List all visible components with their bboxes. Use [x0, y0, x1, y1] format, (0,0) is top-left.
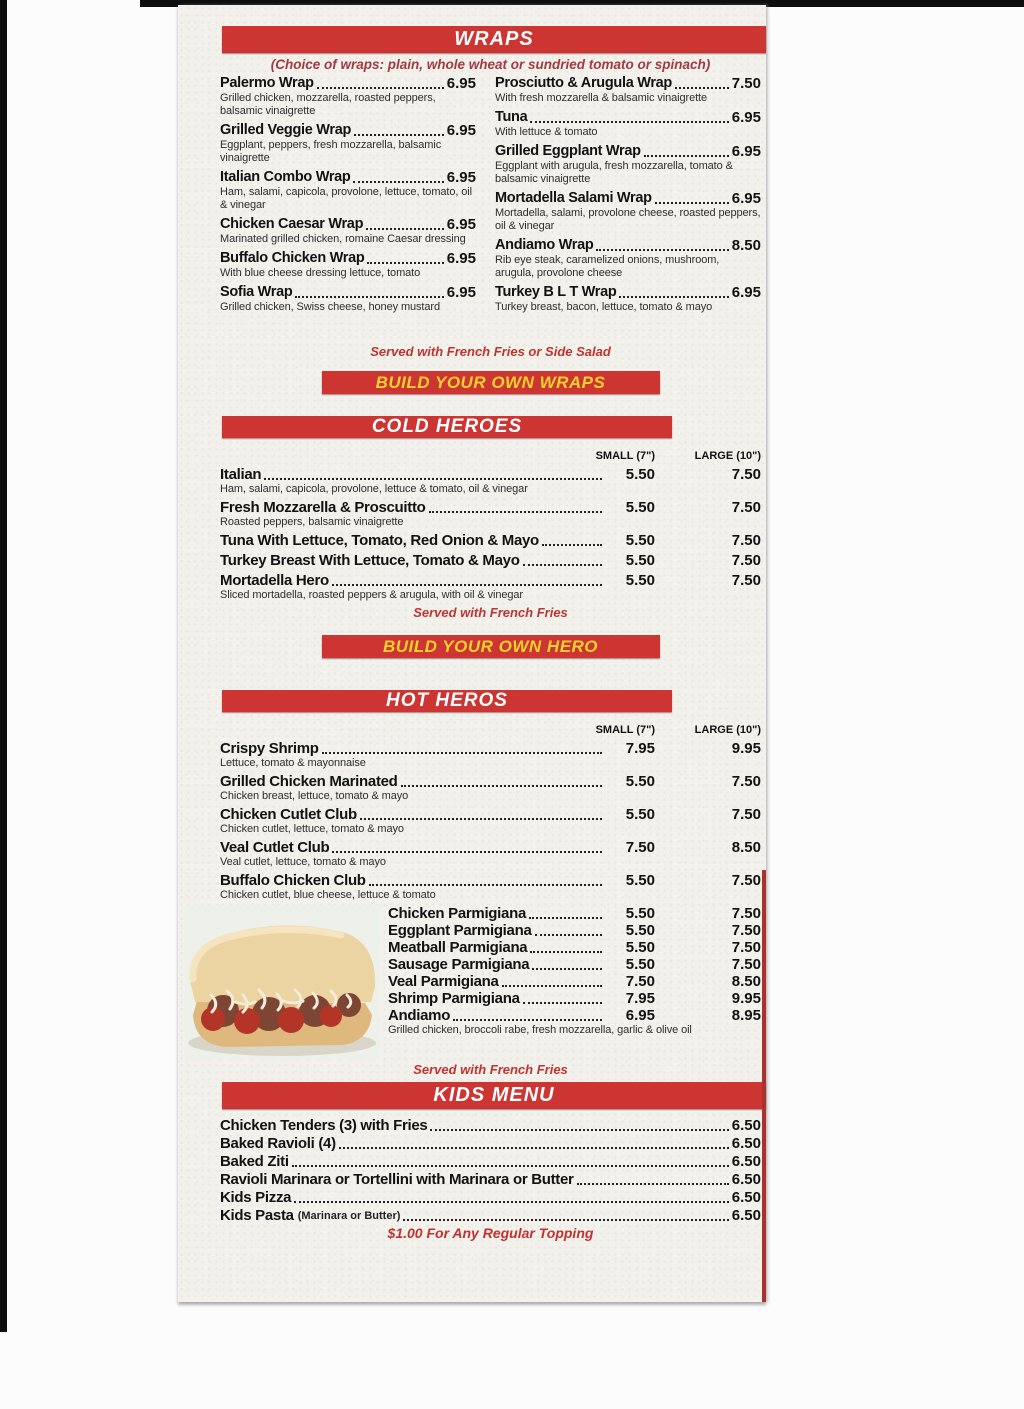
menu-item-row [388, 990, 761, 1007]
item-name: Shrimp Parmigiana [388, 989, 520, 1007]
item-description: Eggplant, peppers, fresh mozzarella, balsamic vinaigrette [220, 139, 442, 164]
item-price-small: 5.50 [625, 572, 655, 589]
dot-leader [292, 1165, 729, 1167]
item-price-small: 5.50 [625, 466, 655, 483]
dot-leader [367, 262, 443, 264]
item-name: Mortadella Hero [220, 572, 329, 589]
item-price-large: 7.50 [731, 466, 761, 483]
item-name: Grilled Eggplant Wrap [495, 143, 641, 159]
dot-leader [429, 511, 602, 513]
item-name: Andiamo Wrap [495, 237, 594, 253]
item-price-small: 5.50 [625, 773, 655, 790]
item-name: Palermo Wrap [220, 75, 314, 91]
section-title: COLD HEROES [371, 416, 523, 437]
item-description: Rib eye steak, caramelized onions, mushroom, arugula, provolone cheese [495, 254, 720, 279]
dot-leader [596, 249, 728, 251]
item-name: Sausage Parmigiana [388, 955, 530, 973]
item-name: Tuna With Lettuce, Tomato, Red Onion & Mayo [220, 532, 539, 549]
wraps-column-right [495, 75, 761, 318]
dot-leader [294, 1201, 729, 1203]
menu-page [178, 5, 766, 1302]
section-header-kids-menu [222, 1082, 766, 1109]
dot-leader [332, 584, 602, 586]
item-description: Grilled chicken, mozzarella, roasted peppers, balsamic vinaigrette [220, 92, 436, 117]
dot-leader [530, 121, 728, 123]
menu-item [388, 973, 761, 990]
menu-item [220, 122, 476, 165]
dot-leader [542, 544, 602, 546]
item-price-large: 7.50 [731, 499, 761, 516]
menu-item-row [220, 1170, 761, 1188]
menu-item-row [220, 552, 761, 569]
menu-item-row [495, 143, 761, 160]
dot-leader [264, 478, 602, 480]
item-name: Veal Parmigiana [388, 972, 499, 990]
item-name: Sofia Wrap [220, 284, 293, 300]
item-price-small: 6.95 [625, 1007, 655, 1024]
dot-leader [354, 134, 444, 136]
item-name: Baked Ziti [220, 1153, 289, 1170]
item-description: Grilled chicken, broccoli rabe, fresh mozzarella, garlic & olive oil [388, 1024, 692, 1036]
page-fold-red-edge [762, 870, 766, 1302]
item-name: Chicken Tenders (3) with Fries [220, 1117, 428, 1134]
size-column-headers [220, 450, 761, 462]
meatball-hero-photo [185, 905, 380, 1060]
item-description: Ham, salami, capicola, provolone, lettuce & tomato, oil & vinegar [220, 483, 528, 495]
dot-leader [322, 752, 602, 754]
menu-item-row [220, 466, 761, 483]
dot-leader [360, 818, 602, 820]
hot-heroes-bottom [220, 905, 761, 1060]
menu-item-row [220, 532, 761, 549]
dot-leader [529, 917, 602, 919]
menu-item-row [220, 250, 476, 267]
dot-leader [401, 785, 602, 787]
item-price: 6.50 [731, 1135, 761, 1152]
dot-leader [502, 985, 602, 987]
item-description: Chicken cutlet, blue cheese, lettuce & tomato [220, 889, 436, 901]
item-name: Chicken Cutlet Club [220, 806, 357, 823]
menu-item [495, 190, 761, 233]
menu-item [220, 806, 761, 836]
served-note: Served with French Fries [413, 605, 568, 620]
menu-item [220, 466, 761, 496]
build-your-own-wraps-banner [322, 371, 660, 394]
item-name: Grilled Chicken Marinated [220, 773, 398, 790]
item-price: 6.95 [731, 190, 761, 207]
menu-item-row [220, 1116, 761, 1134]
large-size-header: LARGE (10") [694, 450, 761, 462]
section-title: WRAPS [454, 28, 534, 50]
item-name: Chicken Caesar Wrap [220, 216, 364, 232]
menu-item-row [220, 740, 761, 757]
small-size-header: SMALL (7") [595, 450, 655, 462]
menu-item [220, 75, 476, 118]
item-price: 6.95 [446, 169, 476, 186]
hot-heroes-list [220, 740, 761, 902]
dot-leader [430, 1129, 728, 1131]
item-description: Mortadella, salami, provolone cheese, roasted peppers, oil & vinegar [495, 207, 761, 232]
menu-item [388, 905, 761, 922]
menu-item-row [220, 872, 761, 889]
item-description: Veal cutlet, lettuce, tomato & mayo [220, 856, 386, 868]
item-price: 7.50 [731, 75, 761, 92]
item-name: Turkey B L T Wrap [495, 284, 617, 300]
menu-item-row [220, 1188, 761, 1206]
scan-edge-left [0, 0, 7, 1332]
item-price-large: 8.95 [731, 1007, 761, 1024]
menu-item-row [220, 1134, 761, 1152]
menu-item-row [388, 1007, 761, 1024]
menu-item-row [220, 122, 476, 139]
dot-leader [295, 296, 443, 298]
item-price-small: 7.50 [625, 839, 655, 856]
menu-item [220, 740, 761, 770]
menu-item [220, 499, 761, 529]
section-header-cold-heroes [222, 416, 672, 438]
item-price-small: 5.50 [625, 956, 655, 973]
menu-item-row [220, 1206, 761, 1224]
section-header-wraps [222, 26, 766, 53]
menu-item-row [220, 169, 476, 186]
dot-leader [577, 1183, 729, 1185]
item-price-large: 7.50 [731, 773, 761, 790]
menu-item-row [495, 190, 761, 207]
item-price: 6.95 [446, 284, 476, 301]
dot-leader [369, 884, 602, 886]
large-size-header: LARGE (10") [694, 724, 761, 736]
item-name: Grilled Veggie Wrap [220, 122, 352, 138]
item-price-large: 9.95 [731, 990, 761, 1007]
menu-item-row [388, 905, 761, 922]
menu-item [495, 109, 761, 139]
menu-item-row [220, 806, 761, 823]
item-name: Buffalo Chicken Wrap [220, 250, 365, 266]
item-price-large: 7.50 [731, 905, 761, 922]
item-name: Mortadella Salami Wrap [495, 190, 652, 206]
wraps-columns [220, 75, 761, 318]
item-description: With fresh mozzarella & balsamic vinaigrette [495, 92, 708, 104]
item-price: 6.95 [446, 122, 476, 139]
item-description: Sliced mortadella, roasted peppers & arugula, with oil & vinegar [220, 589, 523, 601]
served-note: Served with French Fries [413, 1062, 568, 1077]
item-note: (Marinara or Butter) [297, 1210, 401, 1222]
menu-item-row [495, 284, 761, 301]
item-price-large: 7.50 [731, 922, 761, 939]
menu-item-row [495, 109, 761, 126]
item-name: Ravioli Marinara or Tortellini with Marinara or Butter [220, 1171, 574, 1188]
item-name: Chicken Parmigiana [388, 904, 526, 922]
item-price-small: 7.95 [625, 740, 655, 757]
item-name: Kids Pasta [220, 1207, 294, 1224]
item-price: 6.95 [446, 250, 476, 267]
item-name: Prosciutto & Arugula Wrap [495, 75, 672, 91]
item-price-large: 7.50 [731, 572, 761, 589]
item-name: Eggplant Parmigiana [388, 921, 532, 939]
parmigiana-list-container [388, 905, 761, 1037]
menu-item [220, 773, 761, 803]
menu-item-row [220, 1152, 761, 1170]
menu-item [220, 552, 761, 569]
item-description: Chicken cutlet, lettuce, tomato & mayo [220, 823, 404, 835]
item-price-small: 7.95 [625, 990, 655, 1007]
item-description: Lettuce, tomato & mayonnaise [220, 757, 366, 769]
item-description: Grilled chicken, Swiss cheese, honey mustard [220, 301, 440, 313]
item-description: Eggplant with arugula, fresh mozzarella, tomato & balsamic vinaigrette [495, 160, 733, 185]
dot-leader [317, 87, 444, 89]
item-price: 6.95 [446, 75, 476, 92]
section-title: KIDS MENU [433, 1084, 555, 1106]
dot-leader [366, 228, 444, 230]
item-price-large: 9.95 [731, 740, 761, 757]
dot-leader [655, 202, 729, 204]
menu-item [388, 939, 761, 956]
item-name: Italian Combo Wrap [220, 169, 351, 185]
dot-leader [332, 851, 602, 853]
item-name: Crispy Shrimp [220, 740, 319, 757]
item-price-large: 7.50 [731, 552, 761, 569]
item-price-large: 7.50 [731, 872, 761, 889]
item-name: Tuna [495, 109, 528, 125]
menu-item-row [220, 773, 761, 790]
item-price: 6.50 [731, 1207, 761, 1224]
menu-item [495, 237, 761, 280]
dot-leader [453, 1019, 602, 1021]
item-description: With blue cheese dressing lettuce, tomato [220, 267, 421, 279]
item-price-large: 8.50 [731, 973, 761, 990]
menu-item [495, 143, 761, 186]
item-price-small: 5.50 [625, 872, 655, 889]
menu-item-row [388, 939, 761, 956]
item-price-small: 5.50 [625, 806, 655, 823]
item-name: Veal Cutlet Club [220, 839, 330, 856]
menu-item-row [220, 839, 761, 856]
size-column-headers [220, 724, 761, 736]
item-price-large: 7.50 [731, 532, 761, 549]
wraps-column-left [220, 75, 476, 318]
menu-item-row [220, 75, 476, 92]
menu-item [388, 922, 761, 939]
dot-leader [644, 155, 729, 157]
item-price: 6.95 [731, 284, 761, 301]
item-name: Turkey Breast With Lettuce, Tomato & Mayo [220, 552, 520, 569]
item-description: Roasted peppers, balsamic vinaigrette [220, 516, 404, 528]
dot-leader [530, 951, 602, 953]
item-name: Kids Pizza [220, 1189, 292, 1206]
sandwich-illustration [185, 905, 380, 1060]
menu-item [495, 284, 761, 314]
dot-leader [339, 1147, 729, 1149]
dot-leader [353, 181, 443, 183]
menu-item-row [220, 284, 476, 301]
menu-item-row [388, 922, 761, 939]
kids-menu-footnote: $1.00 For Any Regular Topping [387, 1225, 594, 1241]
item-price-large: 8.50 [731, 839, 761, 856]
item-description: Chicken breast, lettuce, tomato & mayo [220, 790, 409, 802]
dot-leader [403, 1219, 728, 1221]
build-your-own-hero-banner [322, 635, 660, 658]
menu-item [388, 956, 761, 973]
item-description: Turkey breast, bacon, lettuce, tomato & mayo [495, 301, 713, 313]
item-name: Italian [220, 466, 262, 483]
menu-item [220, 284, 476, 314]
item-name: Meatball Parmigiana [388, 938, 528, 956]
section-header-hot-heros [222, 690, 672, 712]
item-description: Marinated grilled chicken, romaine Caesar dressing [220, 233, 466, 245]
item-price-small: 5.50 [625, 532, 655, 549]
item-price: 6.95 [446, 216, 476, 233]
menu-item [220, 572, 761, 602]
menu-item-row [495, 75, 761, 92]
dot-leader [532, 968, 602, 970]
item-price: 6.50 [731, 1153, 761, 1170]
item-price-small: 5.50 [625, 905, 655, 922]
menu-item-row [220, 499, 761, 516]
menu-item [220, 872, 761, 902]
cold-heroes-list [220, 466, 761, 602]
menu-item [220, 169, 476, 212]
menu-item-row [388, 973, 761, 990]
small-size-header: SMALL (7") [595, 724, 655, 736]
item-price: 8.50 [731, 237, 761, 254]
menu-item [495, 75, 761, 105]
menu-item-row [495, 237, 761, 254]
parmigiana-list [388, 905, 761, 1037]
item-price: 6.50 [731, 1171, 761, 1188]
wraps-subtitle: (Choice of wraps: plain, whole wheat or sundried tomato or spinach) [270, 57, 711, 72]
item-price: 6.95 [731, 109, 761, 126]
menu-item [220, 839, 761, 869]
menu-item [220, 250, 476, 280]
dot-leader [675, 87, 729, 89]
menu-item-row [220, 572, 761, 589]
dot-leader [619, 296, 728, 298]
item-price-small: 5.50 [625, 939, 655, 956]
menu-item [220, 216, 476, 246]
item-name: Baked Ravioli (4) [220, 1135, 336, 1152]
section-title: HOT HEROS [386, 690, 508, 711]
menu-item [220, 532, 761, 549]
item-price-large: 7.50 [731, 806, 761, 823]
item-name: Fresh Mozzarella & Proscuitto [220, 499, 426, 516]
item-price-small: 5.50 [625, 499, 655, 516]
banner-label: BUILD YOUR OWN WRAPS [375, 373, 606, 392]
menu-item-row [388, 956, 761, 973]
menu-item-row [220, 216, 476, 233]
dot-leader [523, 1002, 602, 1004]
item-price-large: 7.50 [731, 939, 761, 956]
item-name: Buffalo Chicken Club [220, 872, 366, 889]
kids-menu-list [220, 1116, 761, 1224]
item-description: Ham, salami, capicola, provolone, lettuce, tomato, oil & vinegar [220, 186, 472, 211]
dot-leader [535, 934, 603, 936]
item-price-small: 7.50 [625, 973, 655, 990]
banner-label: BUILD YOUR OWN HERO [382, 637, 599, 656]
item-description: With lettuce & tomato [495, 126, 598, 138]
item-price: 6.50 [731, 1189, 761, 1206]
dot-leader [523, 564, 602, 566]
menu-item [388, 1007, 761, 1037]
item-price-small: 5.50 [625, 552, 655, 569]
item-price-small: 5.50 [625, 922, 655, 939]
item-price-large: 7.50 [731, 956, 761, 973]
served-note: Served with French Fries or Side Salad [370, 344, 611, 359]
item-price: 6.95 [731, 143, 761, 160]
item-price: 6.50 [731, 1117, 761, 1134]
menu-item [388, 990, 761, 1007]
item-name: Andiamo [388, 1006, 451, 1024]
